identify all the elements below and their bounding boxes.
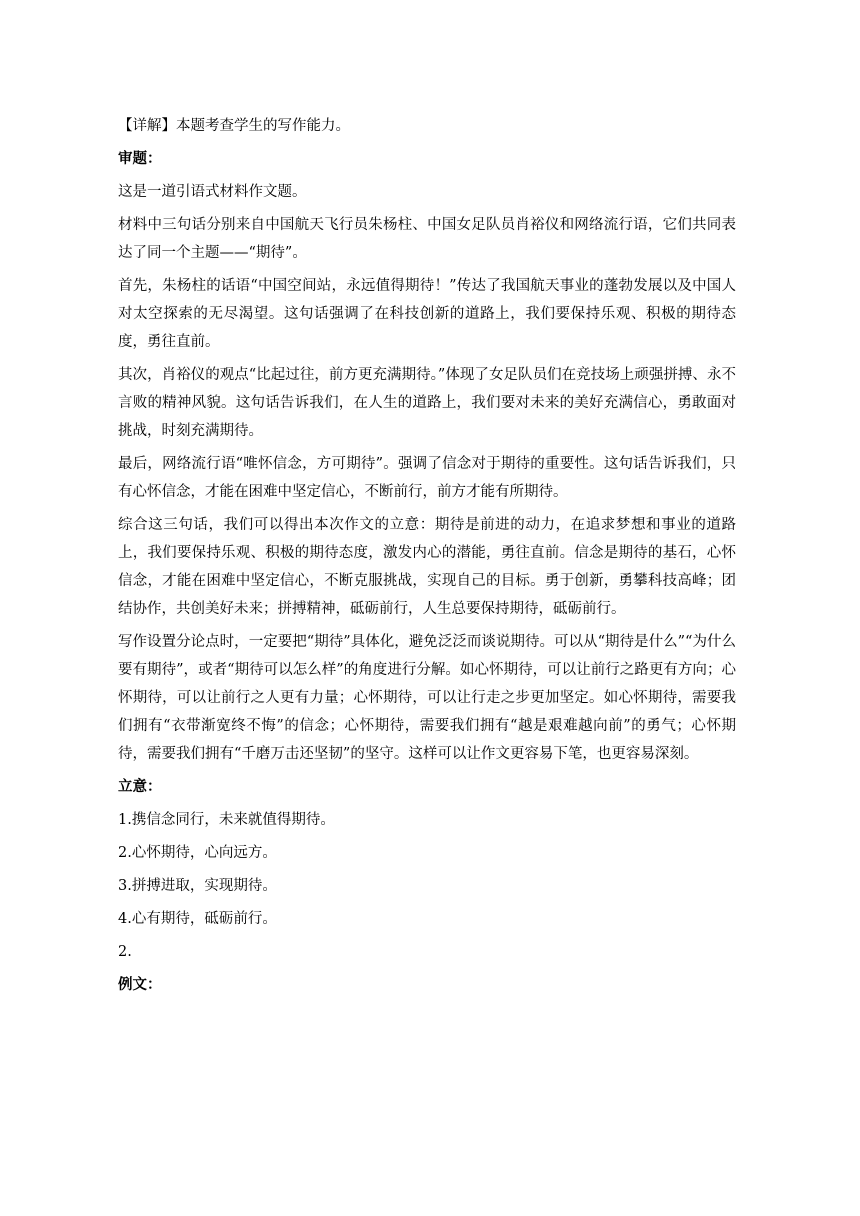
paragraph: 写作设置分论点时，一定要把“期待”具体化，避免泛泛而谈说期待。可以从“期待是什么”“为什么要有期待”，或者“期待可以怎么样”的角度进行分解。如心怀期待，可以让前行之路更有方向；心怀期待，可以让前行之人更有力量；心怀期待，可以让行走之步更加坚定。如心怀期待，需要我们拥有“衣带渐宽终不悔”的信念；心怀期待，需要我们拥有“越是艰难越向前”的勇气；心怀期待，需要我们拥有“千磨万击还坚韧”的坚守。这样可以让作文更容易下笔，也更容易深刻。	[118, 634, 736, 762]
paragraph: 材料中三句话分别来自中国航天飞行员朱杨柱、中国女足队员肖裕仪和网络流行语，它们共同表达了同一个主题——“期待”。	[118, 217, 736, 261]
paragraph: 最后，网络流行语“唯怀信念，方可期待”。强调了信念对于期待的重要性。这句话告诉我们，只有心怀信念，才能在困难中坚定信心，不断前行，前方才能有所期待。	[118, 456, 736, 500]
paragraph: 首先，朱杨柱的话语“中国空间站，永远值得期待！”传达了我国航天事业的蓬勃发展以及中国人对太空探索的无尽渴望。这句话强调了在科技创新的道路上，我们要保持乐观、积极的期待态度，勇往直前。	[118, 278, 736, 350]
theme-item: 2.心怀期待，心向远方。	[118, 845, 277, 861]
paragraph: 其次，肖裕仪的观点“比起过往，前方更充满期待。”体现了女足队员们在竞技场上顽强拼搏、永不言败的精神风貌。这句话告诉我们，在人生的道路上，我们要对未来的美好充满信心，勇敢面对挑战，时刻充满期待。	[118, 367, 736, 439]
theme-item: 4.心有期待，砥砺前行。	[118, 911, 277, 927]
paragraph: 综合这三句话，我们可以得出本次作文的立意：期待是前进的动力，在追求梦想和事业的道路上，我们要保持乐观、积极的期待态度，激发内心的潜能，勇往直前。信念是期待的基石，心怀信念，才能在困难中坚定信心，不断克服挑战，实现自己的目标。勇于创新，勇攀科技高峰；团结协作，共创美好未来；拼搏精神，砥砺前行，人生总要保持期待，砥砺前行。	[118, 517, 736, 617]
paragraph: 这是一道引语式材料作文题。	[118, 184, 307, 200]
document-body	[118, 112, 736, 1004]
theme-item: 3.拼搏进取，实现期待。	[118, 878, 277, 894]
heading-review: 审题：	[118, 151, 162, 167]
heading-theme: 立意：	[118, 779, 162, 795]
number-marker: 2.	[118, 944, 132, 960]
heading-example: 例文：	[118, 977, 162, 993]
intro-line: 【详解】本题考查学生的写作能力。	[118, 118, 350, 134]
theme-item: 1.携信念同行，未来就值得期待。	[118, 812, 335, 828]
